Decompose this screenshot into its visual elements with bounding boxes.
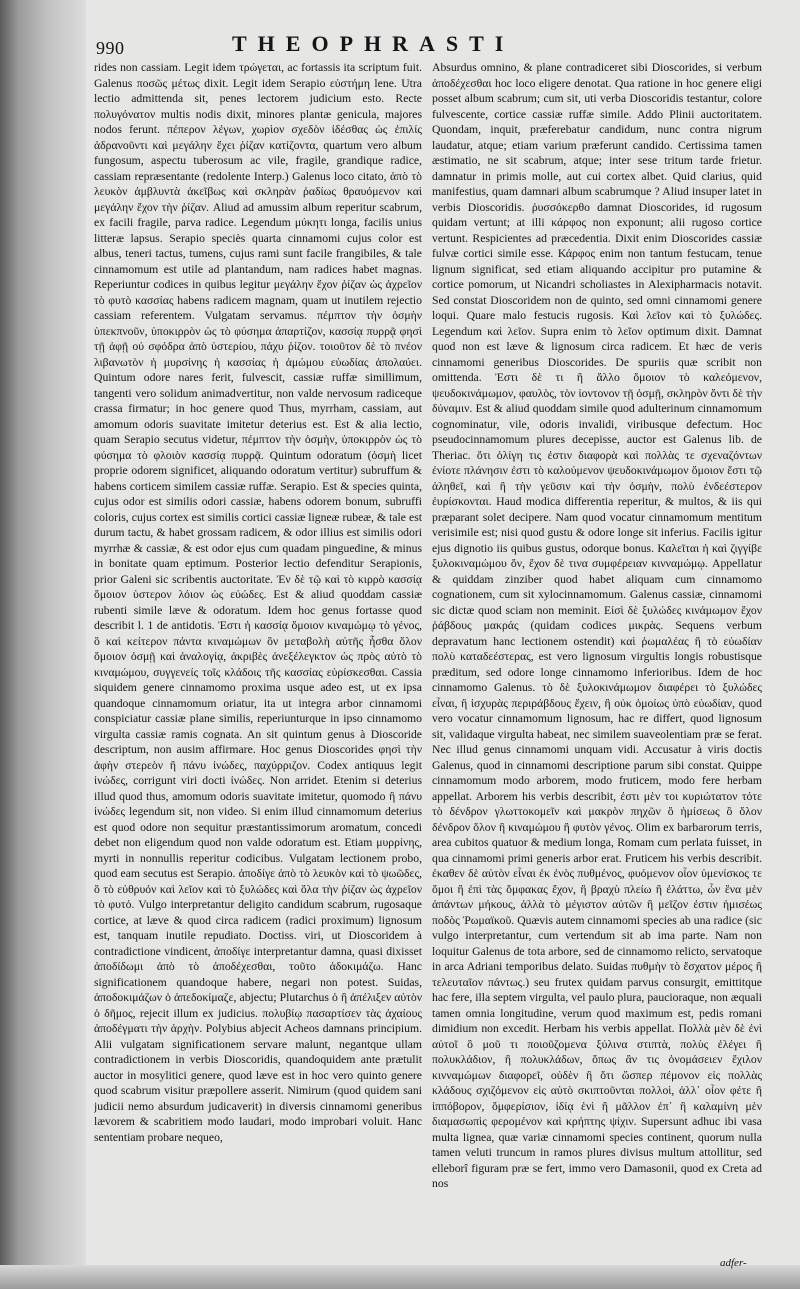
left-column-text: rides non cassiam. Legit idem τρώγεται, ac fortassis ita scriptum fuit. Galenus ποσῶς μέτως dixit. Legit idem Serapio εὐστήμη lene. Utra lectio admittenda sit, penes lectorem judicium esto. Recte πολυγόνατον multis nodis dixit, minores plantæ genicula, majores nodos ferunt. πέπερον λέγων, χωρὶον σχεδὸν ἰδέσθας ὡς ἐπιλίς ἀδρανοῦντι καὶ μεγάλην ἔχει ῥίζαν κατίζοντα, quartum vero album fungosum, aspectu tuberosum ac vile, fragile, grandique radice, cassiam repræsentante (redolente Interp.) Galenus loco citato, ἀπὸ τὸ λευκὸν ἀμβλυντὰ ἀκεῖβως καὶ σκληρὰν ῥαδίως θραυόμενον καὶ μεγάλην ἔχον τὴν ῥίζαν. Aliud ad amussim album reperitur scabrum, ex facili fragile, parva radice. Legendum μύκητι longa, facilis unius litteræ lapsus. Serapio speciès quarta cinnamomi cujus color est albus, teneri tactus, tumens, cujus rami sunt facile frangibiles, & tale cinnamomum est utile ad plantandum, nam radices habet magnas. Reperiuntur codices in quibus legitur μεγάλην ἔχον ῥίζαν ὡς ἀχρεῖον τὸ φυτὸ κασσίας habens radicem magnam, quam ut inutilem rejectio cassiam referentem. Vulgatam servamus. πέμπτον τὴν ὀσμὴν ὑπεκπνοῦν, ὑποκιρρὸν ὡς τὸ φύσημα ἀπαρτίζον, κασσίᾳ πυρρᾷ φησὶ τῇ ἀφῇ οὐ σφόδρα ἀπὸ ὑστερίου, πάχυ ῥίζον. τοιοῦτον δὲ τὸ πνέον λιβανωτὸν ἡ μυρσίνης ἡ κασσίας ἡ ἀμώμου εὐωδίας ἀπολαύει. Quintum odore nares ferit, fulvescit, cassiæ ruffæ simillimum, tangenti vero solidum animadvertitur, non valde nervosum radiceque crassa firmatur; in hoc genere quod Thus, myrrham, cassiam, aut amomum odoris suavitate imitetur deterius est. Est & alia lectio, quam Serapio secutus videtur, πέμπτον τὴν ὀσμὴν, ὑποκιρρὸν ὡς τὸ φύσημα τὸ φλοιὸν κασσίᾳ πυρρᾷ. Quintum odoratum (ὀσμὴ licet proprie odorem significet, aliquando odoratum vertitur) subruffum & habens corticem similem cassiæ ruffæ. Serapio. Est & species quinta, cujus odor est similis odori cassiæ, habens odorem bonum, subruffi coloris, cujus cortex est similis cortici cassiæ ligneæ rubeæ, & tale est durum tactu, & habet grossam radicem, & odor illius est similis odori myrrhæ & cassiæ, & est odor ejus cum quadam pinguedine, & minus in bonitate quam eptimum. Posterior lectio defenditur Serapionis, prior Galeni sic scribentis auctoritate. Ἐν δὲ τῷ καὶ τὸ κιρρὸ κασσίᾳ ὅμοιον ὑστερον λόιον ὡς εὐώδες. Est & aliud quoddam cassiæ rubenti simile læve & odoratum. Idem hoc genus fortasse quod describit l. 1 de antidotis. Ἐστι ἡ κασσίᾳ ὅμοιον κιναμώμῳ τὸ γένος, ὃ καὶ κείτερον πάντα κιναμώμων ὃν μεταβολὴ αὐτῆς ἦσθα ὅλον ὅμοιον ὀσμῇ καὶ ἀναλογίᾳ, ἀκριβὲς ἀνεξέλεγκτον ὡς πρὸς αὐτὸ τὸ κιναμώμου, συγγενείς τοῖς κλάδοις τῆς κασσίας εὑρίσκεσθαι. Cassia siquidem genere cinnamomo proxima usque adeo est, ut ex ipsa quandoque cinnamomum oriatur, ita ut integra arbor cinnamomi conspiciatur cassiæ plane similis, reperiunturque in ipso cinnamomo virgulta cassiæ ramis cognata. An sit quintum genus à Dioscoride descriptum, non ausim affirmare. Hoc genus Dioscorides φησὶ τὴν ἀφὴν στερεὸν ἢ πάνυ ἰνώδες, παχύρριζον. Codex antiquus legit ἰνώδες, corrigunt viri docti ἰνώδες. Non arridet. Etenim si deterius illud quod thus, amomum odoris suavitate imitetur, quomodo ἢ πάνυ ἰνώδες legendum sit, non video. Si enim illud cinnamomum deterius est quod odore non sequitur præstantissimorum aromatum, concedi debet non eligendum quod non valde odoratum est. Etiam μυρρίνης, myrti in nonnullis reperitur codicibus. Vulgatam lectionem probo, quod eam secutus est Serapio. ἀποδίγε ἀπὸ τὸ λευκὸν καὶ τὸ ψωῶδες, ὃ τὸ εὐθρυόν καὶ λεῖον καὶ τὸ ξυλώδες καὶ ὅλα τὴν ῥίζαν ὡς ἀχρεῖον τὸ φυτό. Vulgo interpretantur deligito candidum scabrum, rugosaque cortice, at læve & quod circa radicem (radici proximum) lignosum est, tanquam inutile repudiato. Doctiss. viri, ut Dioscoridem à contradictione vindicent, ἀποδίγε interpretantur damna, quasi dixisset ἀποδίδωμι ἀπὸ τὸ ἀποδέχεσθαι, τοῦτο ἀδοκιμάζω. Hanc significationem quandoque habere, negari non potest. Suidas, ἀποδοκιμάζων ὁ ἀπεδοκίμαζε, abjectu; Plutarchus ὁ ἢ ἀπέλιξεν αὐτὸν ὁ δῆμος, rejecit illum ex judicius. πολυβίῳ πασαρτίσεν τὰς ἀχαίους ἀποδέγματι τὴν ἀρχὴν. Polybius abjecit Acheos damnans principium. Alii vulgatam significationem servare malunt, negantque ullam contradictionem in verbis Dioscoridis, quandoquidem ante prætulit auctor in mosylitici genere, quod læve est in hoc vero quinto genere quod scabrum visitur præpollere asserit. Nimirum (quod quidem sani judicii nemo absurdum judicaverit) in diversis cinnamomi generibus lævorem & scabritiem modo laudari, modo improbari voluit. Hanc sententiam probare nequeo, bbox=[94, 61, 422, 1144]
right-column-text: Absurdus omnino, & plane contradiceret sibi Dioscorides, si verbum ἀποδέχεσθαι hoc loco eligere denotat. Qua ratione in hoc genere eligi posset album scabrum; cum sit, uti verba Dioscoridis testantur, colore fulvescente, cortice cassiæ ruffæ simile. Addo Plinii auctoritatem. Quondam, inquit, præferebatur candidum, nunc contra nigrum laudatur, atque; etiam varium præferunt candido. Certissima tamen æstimatio, ne sit scabrum, atque; inter sese tritum tarde frietur. damnatur in primis molle, aut cui cortex albet. Quid clarius, quid manifestius, quam damnari album scabrumque ? Aliud insuper latet in verbis Dioscoridis. ῥυσσόκερθο damnat Dioscorides, id rugosum quidam vertunt; at illi κάρφος non exponunt; alii rugoso cortice vertunt. Respicientes ad præcedentia. Dixit enim Dioscorides cassiæ fulvæ cortici simile esse. Κάρφος enim non tantum festucam, tenue lignum significat, sed etiam aliquando accipitur pro putamine & cortice pomorum, ut Nicandri scholiastes in Alexipharmacis notavit. Sed constat Dioscoridem non de quinto, sed omni cinnamomi genere loqui. Quare malo festucis rugosis. Καὶ λεῖον καὶ τὸ ξυλώδες. Legendum καὶ λεῖον. Supra enim τὸ λεῖον optimum dixit. Damnat quod non est læve & lignosum circa radicem. Et hæc de veris cinnamomi generibus Dioscorides. De spuriis quæ scribit non omittenda. Ἐστι δὲ τι ἢ ἄλλο ὅμοιον τὸ καλεόμενον, ψευδοκινάμωμον, φαυλὸς, τὸν ἰοντονον τῇ ὀσμῇ, σκληρὸν ὅντι δὲ τὴν δύναμιν. Est & aliud quoddam simile quod adulterinum cinnamomum cognominatur, vile, odoris invalidi, viribusque defectum. Hoc pseudocinnamomum plures decepisse, auctor est Galenus lib. de Theriac. ὅτι ὀλίγη τις ἐστιν διαφορὰ καὶ πολλὰς τε σχεναζόντων ἐνίοτε πλάνησιν ἐστι τὸ καλούμενον ψευδοκινάμωμον ὅμοιον ἔστι τῷ ἀληθεῖ, καὶ ἢ τὴν γεῦσιν καὶ τὴν ὀσμὴν, πολὺ ἐνδεέστερον ἐυρίσκονται. Haud modica differentia reperitur, & multos, & iis qui præparant solet decipere. Nam quod vocatur cinnamomum mentitum verisimile est; nisi quod gustu & odore longe sit inferius. Facilis igitur ejus dignotio iis quibus gustus, odorque bonus. Καλεῖται ἡ καὶ ζιγγίβε ξυλοκιναμώμου ὄν, ἔχον δὲ τινα συμφέρειαν κινναμώμῳ. Appellatur & quiddam zinziber quod habet aliquam cum cinnamomo cognationem, cum sit xylocinnamomum. Galenus cassiæ, cinnamomi sic dictæ quod sciam non meminit. Εἰσὶ δὲ ξυλώδες κινάμωμον ἔχον ῥάβδους μακράς (quidam codices μικρὰς. Sequens verbum depravatum hanc lectionem ostendit) καὶ ῥωμαλέας ἢ τὸ εὐωδίαν πολὺ καταδεέστερας, est vero lignosum virgultis longis robustisque præditum, sed odore longe cinnamomo inferioribus. Idem de hoc cinnamomo Galenus. τὸ δὲ ξυλοκινάμωμον διαφέρει τὸ ξυλώδες εἶναι, ἢ ἰσχυρὰς περιράβδους ἔχειν, ἢ οὐκ ὀμοίως ὑπὸ εὐωδίαν, quod vero vocatur cinnamomum lignosum, hac re differt, quod lignosum sit, validaque virgulta habeat, nec similem suaveolentiam præ se ferat. Nec illud genus cinnamomi unquam vidi. Accusatur à viris doctis Galenus, quod in cinnamomi descriptione parum sibi constat. Quippe cinnamomum modo arborem, modo fruticem, modo fere herbam appellat. Arborem his verbis describit, ἐστι μὲν τοι κυριώτατον τότε τὸ δένδρον γλωττοκομεῖν καὶ μακρὸν πηχῶν ὃ ἡμίσεως ὃ ὅλον δένδρον ὅλον ἢ κιναμώμου ἢ φυτὸν γένος. Olim ex barbarorum terris, area cubitos quatuor & medium longa, Romam cum perlata fuisset, in qua cinnamomi primi generis arbor erat. Fruticem his verbis describit. ἐκαθεν δὲ αὐτὸν εἶναι ἐκ ἐνὸς πυθμένος, φυόμενον οἷον ὑμενίσκος τε ὅμοι ἢ ἐπὶ τὰς ὄμφακας ἔχον, ἢ βραχὺ πλείω ἢ ἐλάττω, ὧν ἓνα μὲν ἀπάντων μήκους, ἀλλὰ τὸ μέγιστον αὐτῶν ἢ μεῖζον ἐστιν ἡμισέως ποδὸς Ῥωμαϊκοῦ. Quævis autem cinnamomi species ab una radice (sic vulgo interpretantur, cum vertendum sit ab ima parte. Nam non loquitur Galenus de tota arbore, sed de cinnamomo relicto, servatoque in arca Adriani temporibus delato. Suidas πυθμὴν τὸ ἔσχατον μέρος ἢ τελευταῖον πάντως.) seu frutex quidam parvus consurgit, emittitque hac fere, illa septem virgulta, vel paulo plura, paucioraque, non æquali tamen omnia longitudine, verum quod maximum est, pedis romani dimidium non excedit. Herbam his verbis appellat. Πολλὰ μὲν δὲ ἐνὶ αὐτοῖ ὃ μοῦ τι ποιοῦζομενα ξύλινα στιπτὰ, πολὺς ἐλέγει ἢ πολυκλάδιον, ἢ πολυκλάδων, ὅπως ἂν τις ὀνομάσειεν ἔχιλον κινναμώμων διαφορεῖ, οὐδὲν ἢ ὅτι ὥσπερ πέμονον εἰς πολλὰς κλάδους σχιζόμενον εἰς αὑτὸ σκιπτοῦνται πολλοὶ, ἀλλ᾽ οἷον φέτε ἢ ἰππόβορον, ὅμφερίσιον, ἰδίᾳ ἑνὶ ἢ μᾶλλον ἐπ᾽ ἢ καλαμίνη μὲν διαμασωπὶς φερομένον καὶ κρήπτης ψίχιν. Supersunt adhuc ibi vasa multa lignea, quæ variæ cinnamomi species continent, quorum nulla tamen veluti truncum in ramos plures divisus multum attollitur, sed elleborî figuram præ se fert, immo vero Damasonii, quod ex Creta ad nos bbox=[432, 61, 762, 1190]
running-title: THEOPHRASTI bbox=[232, 31, 515, 56]
page-number: 990 bbox=[96, 38, 125, 58]
right-text-column bbox=[432, 60, 762, 1256]
scan-bottom-edge bbox=[0, 1265, 800, 1289]
catchword: adfer- bbox=[720, 1257, 747, 1269]
scan-binding-shadow bbox=[0, 0, 86, 1289]
left-text-column bbox=[94, 60, 422, 1256]
